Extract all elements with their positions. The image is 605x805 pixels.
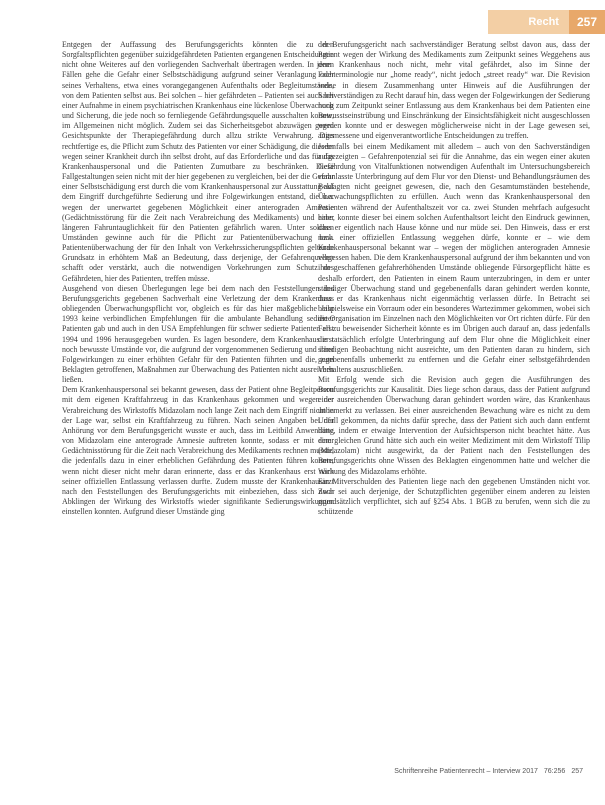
- paragraph: Mit Erfolg wende sich die Revision auch gegen die Ausführungen des Berufungsgerichts zur Kausalität. Dies liege schon daraus, dass der Patient aufgrund einer ausreichenden Überwachung daran gehindert worden wäre, das Krankenhaus unbemerkt zu verlassen. Bei einer ausreichenden Bewachung wäre es nicht zu dem Unfall gekommen, da nichts dafür spreche, dass der Patient sich auch dann entfernt hätte, indem er etwaige Intervention der Aufsichtsperson nicht beachtet hätte. Aus dem gleichen Grund hätte sich auch ein weiter Mediziment mit dem Wirkstoff Tilip (Midazolam) nicht ausgewirkt, da der Patient nach den Feststellungen des Berufungsgerichts ohne Wissen des Beklagten eingenommen hatte und welcher die Wirkung des Midazolams erhöhte.: [318, 375, 590, 476]
- page-footer: [394, 768, 583, 775]
- right-column: [318, 40, 590, 517]
- paragraph: der Berufungsgericht nach sachverständiger Beratung selbst davon aus, dass der Patient wegen der Wirkung des Medikaments zum Zeitpunkt seines Weggehens aus dem Krankenhaus noch nicht, mehr vital gefährdet, also im Sinne der Fachterminologie nur „home ready“, nicht jedoch „street ready“ war. Die Revision weise in diesem Zusammenhang unter Hinweis auf die Ausführungen der Sachverständigen zu Recht darauf hin, dass wegen der Folgewirkungen der Sedierung noch zum Zeitpunkt seiner Entlassung aus dem Krankenhaus bei dem Patienten eine Bewusstseinstrübung und Einschränkung der Einsichtsfähigkeit nicht ausgeschlossen werden konnte und er deswegen möglicherweise nicht in der Lage gewesen sei, angemessene und eigenverantwortliche Entscheidungen zu treffen.: [318, 40, 590, 141]
- paragraph: Ausgehend von diesen Überlegungen lege bei dem nach den Feststellungen des Berufungsgerichts gegebenen Sachverhalt eine Verletzung der dem Krankenhaus obliegenden Überwachungspflicht vor, obgleich es für das hier maßgebliche Jahr 1993 keine verbindlichen Empfehlungen für die ambulante Behandlung sedierter Patienten gab und auch in den USA Empfehlungen für schwer sedierte Patienten erst 1994 und 1996 herausgegeben wurden. Es lagen besondere, dem Krankenhaus erst noch bewusste Umstände vor, die aufgrund der vorgenommenen Sedierung und ihrer Folgewirkungen zu einer erhöhten Gefahr für den Patienten führten und die, zum Beklagten getroffenen, Maßnahmen zur Überwachung des Patienten nicht ausreichen ließen.: [62, 283, 334, 385]
- left-column: [62, 40, 334, 517]
- page-header: [488, 10, 605, 34]
- section-label: Recht: [488, 10, 569, 34]
- footer-journal: Schriftenreihe Patientenrecht – Interview 2017: [394, 768, 538, 775]
- paragraph: Ein Mitverschulden des Patienten liege nach den gegebenen Umständen nicht vor. Zwar sei auch derjenige, der Schutzpflichten gegenüber einem anderen zu leisten grundsätzlich verpflichtet, sich auf §254 Abs. 1 BGB zu berufen, wenn sich die zu schützende: [318, 476, 590, 517]
- footer-volume: 76:256: [543, 768, 566, 775]
- paragraph: Dem Krankenhauspersonal sei bekannt gewesen, dass der Patient ohne Begleitperson mit dem eigenen Kraftfahrzeug in das Krankenhaus gekommen und wegen der Verabreichung des Wirkstoffs Midazolam noch lange Zeit nach dem Eingriff nicht in der Lage war, selbst ein Kraftfahrzeug zu führen. Nach seinen Angaben bei der Anhörung vor dem Berufungsgericht wusste er auch, dass im Leitbild Anwendung von Midazolam eine anterograde Amnesie auftreten konnte, sodass er mit einer Gedächtnisstörung für die Zeit nach Verabreichung des Medikaments rechnen musste, die jedenfalls dazu in einer erheblichen Gefährdung des Patienten führen konnte, wenn nicht dieser nicht mehr daran erinnerte, dass er das Krankenhaus erst nach seiner offiziellen Entlassung verlassen durfte. Zudem musste der Krankenhausarzt nach den Feststellungen des Berufungsgerichts mit einbeziehen, dass sich noch Abklingen der Wirkung des Wirkstoffs wieder signifikante Sedierungswirkungen einstellen konnten. Aufgrund dieser Umstände ging: [62, 385, 334, 517]
- paragraph: Jedenfalls bei einem Medikament mit alledem – auch von den Sachverständigen aufgezeigten – Gefahrenpotenzial sei für die Annahme, das ein wegen einer akuten Gefährdung von Vitalfunktionen notwendigen Aufenthalt im Untersuchungsbereich veranlasste Unterbringung auf dem Flur vor den Dienst- und Behandlungsräumen des Beklagten nicht geeignet gewesen, die, nach den Gesamtumständen bestehende, Überwachungspflichten zu erfüllen. Auch wenn das Krankenhauspersonal den Patienten während der Aufenthaltszeit vor ca. zwei Stunden mehrfach aufgesucht habe, konnte dieser bei einem solchen Aufenthaltsort leicht den Eindruck gewinnen, dass er eigentlich nach Hause könne und nur müde sei. Den Hinweis, dass er erst nach einer offiziellen Entlassung weggehen dürfe, konnte er – wie dem Krankenhauspersonal bekannt war – wegen der möglichen anterograden Amnesie vergessen haben. Die dem Krankenhauspersonal aufgrund der ihm bekannten und von ihm geschaffenen gefahrerhöhenden Umstände obliegende Fürsorgepflicht hätte es deshalb erfordert, den Patienten in einem Raum unterzubringen, in dem er unter ständiger Überwachung stand und gegebenenfalls daran gehindert werden konnte, dass er das Krankenhaus nicht eigenmächtig verlassen dürfe. In Betracht sei beispielsweise ein Vorraum oder ein besonderes Wartezimmer gekommen, wobei sich die Organisation im Einzelnen nach den Möglichkeiten vor Ort richten dürfe. Für den Fall zu beweisender Sicherheit könnte es im Übrigen auch darauf an, dass jedenfalls die tatsächlich erfolgte Unterbringung auf dem Flur ohne die Möglichkeit einer ständigen Beobachtung nicht ausreichte, um den Patienten daran zu hindern, sich gegebenenfalls unbemerkt zu entfernen und die Gefahr einer selbstgefährdenden Verhaltens auszuschließen.: [318, 141, 590, 374]
- page-number: 257: [569, 10, 605, 34]
- paragraph: Entgegen der Auffassung des Berufungsgerichts könnten die zu den Sorgfaltspflichten gegenüber suizidgefährdeten Patienten ergangenen Entscheidungen nicht ohne Weiteres auf den vorliegenden Sachverhalt übertragen werden. In jenen Fällen gehe die Gefahr einer Selbstschädigung aufgrund seiner Veranlagung oder seines Verhaltens, etwa eines vorangegangenen Aufenthalts oder Begleitumstände, von dem Patienten selbst aus. Bei solchen – hier gefährdeten – Patienten sei auch bei einer Aufnahme in einem psychiatrischen Krankenhaus eine lückenlose Überwachung und Sicherung, die jede noch so fernliegende Gefährdungsquelle ausschalten konnte, im Allgemeinen nicht möglich. Zudem sei das Sicherheitsgebot abzuwägen gegen Gesichtspunkte der Therapiegefährdung durch allzu strikte Verwahrung. Dies rechtfertige es, die Pflicht zum Schutz des Patienten vor einer Schädigung, die diesem wegen seiner Krankheit durch ihn selbst droht, auf das Erforderliche und das für das Krankenhauspersonal und die Patienten Zumutbare zu beschränken. Diese Fallgestaltungen seien nicht mit der hier gegebenen zu vergleichen, bei der die Gefahr einer Selbstschädigung erst durch die vom Krankenhauspersonal zur Ausstattung auf dem Eingriff durchgeführte Sedierung und ihre Folgewirkungen entstand, die u.a. wegen der unerwartet gegebenen Möglichkeit einer anterograden Amnesie (Gedächtnisstörung für die Zeit nach Verabreichung des Medikaments) und einer längeren Fahruntauglichkeit für den Patienten gefährlich waren. Unter solchen Umständen gewinne auch für die Pflicht zur Patientenüberwachung bzw. Patientenüberwachung der für den Inhalt von Verkehrssicherungspflichten geltende Grundsatz in erhöhtem Maß an Bedeutung, dass derjenige, der Gefahrenquellen schafft oder verstärkt, auch die notwendigen Vorkehrungen zum Schutz des Gefährdeten, hier des Patienten, treffen müsse.: [62, 40, 334, 283]
- footer-page: 257: [571, 768, 583, 775]
